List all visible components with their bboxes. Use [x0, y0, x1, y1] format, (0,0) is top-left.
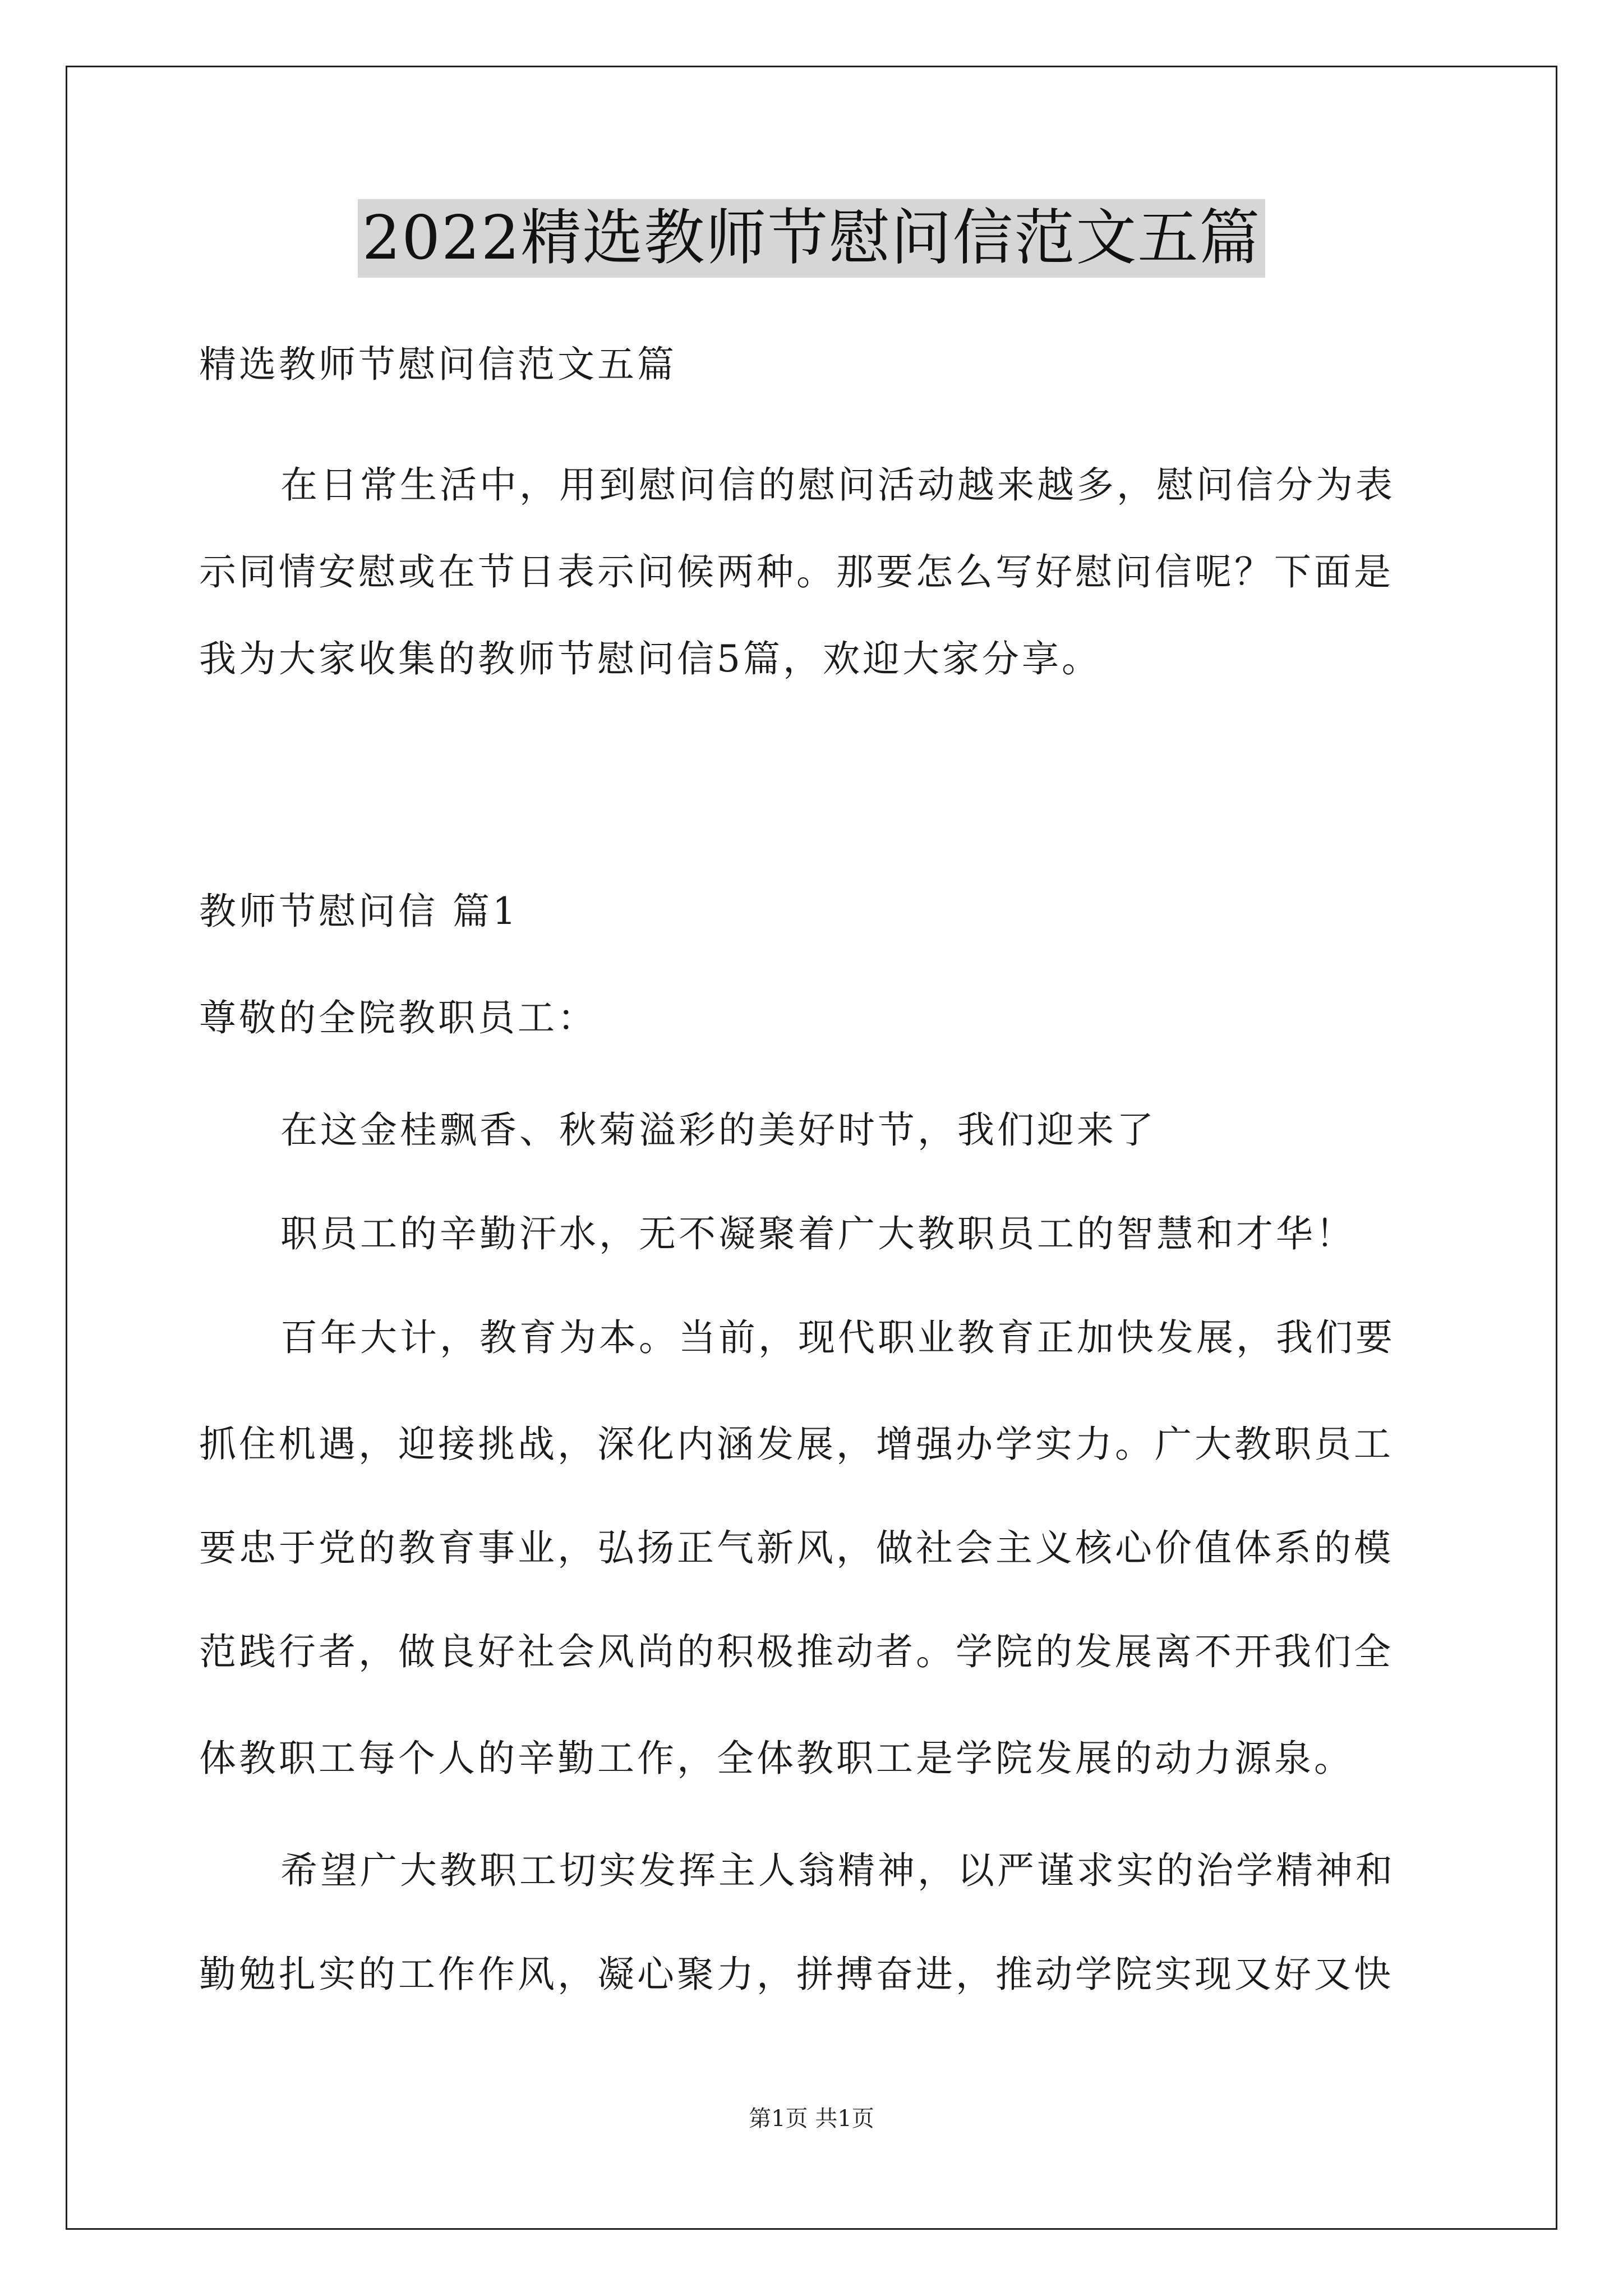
body-line-6: 范践行者，做良好社会风尚的积极推动者。学院的发展离不开我们全 [199, 1630, 1394, 1673]
intro-line-1: 在日常生活中，用到慰问信的慰问活动越来越多，慰问信分为表 [280, 463, 1395, 507]
body-line-4: 抓住机遇，迎接挑战，深化内涵发展，增强办学实力。广大教职员工 [199, 1423, 1394, 1466]
page-footer: 第1页 共1页 [749, 2106, 874, 2132]
document-title: 2022精选教师节慰问信范文五篇 [358, 199, 1266, 278]
intro-line-3: 我为大家收集的教师节慰问信5篇，欢迎大家分享。 [199, 637, 1101, 680]
body-line-1: 在这金桂飘香、秋菊溢彩的美好时节，我们迎来了 [280, 1108, 1156, 1152]
body-line-3: 百年大计，教育为本。当前，现代职业教育正加快发展，我们要 [280, 1316, 1395, 1359]
subtitle-line: 精选教师节慰问信范文五篇 [199, 343, 677, 386]
body-line-9: 勤勉扎实的工作作风，凝心聚力，拼搏奋进，推动学院实现又好又快 [199, 1953, 1394, 1996]
body-line-2: 职员工的辛勤汗水，无不凝聚着广大教职员工的智慧和才华！ [280, 1212, 1355, 1255]
body-line-7: 体教职工每个人的辛勤工作，全体教职工是学院发展的动力源泉。 [199, 1737, 1354, 1780]
body-line-5: 要忠于党的教育事业，弘扬正气新风，做社会主义核心价值体系的模 [199, 1526, 1394, 1570]
section-heading: 教师节慰问信 篇1 [199, 890, 519, 933]
salutation: 尊敬的全院教职员工： [199, 996, 597, 1039]
title-container [0, 199, 1623, 278]
body-line-8: 希望广大教职工切实发挥主人翁精神，以严谨求实的治学精神和 [280, 1849, 1395, 1892]
intro-line-2: 示同情安慰或在节日表示问候两种。那要怎么写好慰问信呢？下面是 [199, 550, 1394, 593]
